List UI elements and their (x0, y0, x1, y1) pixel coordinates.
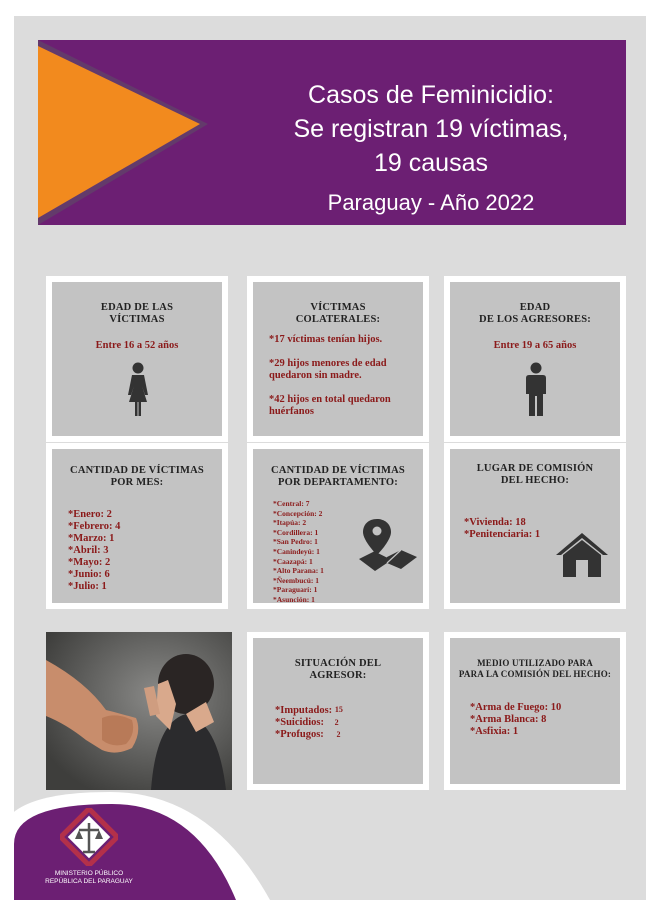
header-banner (38, 40, 626, 225)
list-item: *Arma Blanca: 8 (470, 714, 547, 725)
list-item: *Paraguarí: 1 (273, 585, 318, 595)
list-item: *Caazapá: 1 (273, 556, 313, 566)
banner-subtitle: Paraguay - Año 2022 (327, 190, 535, 215)
man-icon (523, 362, 549, 418)
card-heading: VÍCTIMAS COLATERALES: (295, 302, 381, 325)
list-item: *Julio: 1 (68, 581, 107, 592)
card-lugar (444, 443, 626, 609)
list-item: *Asfixia: 1 (470, 726, 519, 737)
orange-triangle (38, 40, 208, 225)
list-item: *Vivienda: 18 (464, 517, 526, 528)
logo-text: MINISTERIO PÚBLICO REPÚBLICA DEL PARAGUAY (45, 870, 133, 885)
list-item: *29 hijos menores de edad quedaron sin madre. (269, 358, 387, 381)
list-item: *Asunción: 1 (273, 594, 315, 604)
scales-emblem-icon (60, 808, 118, 866)
list-item: *Arma de Fuego: 10 (470, 702, 562, 713)
banner-title: Casos de Feminicidio: Se registran 19 víctimas, 19 causas (293, 81, 569, 177)
list-item: *Penitenciaria: 1 (464, 529, 541, 540)
list-item: *Abril: 3 (68, 545, 109, 556)
card-edad-victimas (46, 276, 228, 442)
list-item: *Mayo: 2 (68, 557, 111, 568)
list-item: *Junio: 6 (68, 569, 110, 580)
list-item: *Suicidios: 2 (275, 717, 339, 728)
list-item: *Itapúa: 2 (273, 518, 307, 528)
card-heading: MEDIO UTILIZADO PARA PARA LA COMISIÓN DEL HECHO: (458, 658, 612, 679)
list-item: *Febrero: 4 (68, 521, 121, 532)
list-item: *Enero: 2 (68, 509, 112, 520)
colaterales-list (253, 334, 423, 418)
months-list (52, 509, 222, 593)
list-item: *Central: 7 (273, 499, 310, 508)
card-edad-agresores (444, 276, 626, 442)
card-heading: CANTIDAD DE VÍCTIMAS POR DEPARTAMENTO: (271, 465, 405, 488)
card-victimas-colaterales (247, 276, 429, 442)
list-item: *San Pedro: 1 (273, 537, 318, 547)
card-heading: EDAD DE LOS AGRESORES: (479, 302, 591, 325)
list-item: *Marzo: 1 (68, 533, 115, 544)
card-situacion (247, 632, 429, 790)
method-list (450, 702, 620, 738)
list-item: *Cordillera: 1 (273, 527, 319, 537)
card-por-departamento (247, 443, 429, 609)
age-range: Entre 19 a 65 años (493, 340, 577, 351)
ministerio-logo (0, 770, 270, 890)
list-item: *42 hijos en total quedaron huérfanos (269, 394, 391, 417)
card-heading: LUGAR DE COMISIÓN DEL HECHO: (476, 463, 594, 486)
list-item: *Alto Parana: 1 (273, 566, 324, 576)
map-pin-icon (357, 517, 419, 573)
list-item: *17 víctimas tenían hijos. (269, 334, 383, 345)
house-icon (554, 531, 610, 579)
card-medio (444, 632, 626, 790)
situation-list (253, 704, 423, 741)
age-range: Entre 16 a 52 años (95, 340, 179, 351)
card-heading: CANTIDAD DE VÍCTIMAS POR MES: (70, 465, 204, 488)
list-item: *Ñeembucú: 1 (273, 575, 320, 585)
list-item: *Concepción: 2 (273, 508, 323, 518)
woman-icon (123, 362, 153, 418)
card-heading: SITUACIÓN DEL AGRESOR: (294, 658, 382, 681)
list-item: *Profugos: 2 (275, 729, 341, 740)
card-por-mes (46, 443, 228, 609)
list-item: *Imputados: 15 (275, 705, 343, 716)
victim-photo (46, 632, 232, 790)
list-item: *Canindeyú: 1 (273, 546, 320, 556)
card-heading: EDAD DE LAS VÍCTIMAS (100, 302, 174, 325)
